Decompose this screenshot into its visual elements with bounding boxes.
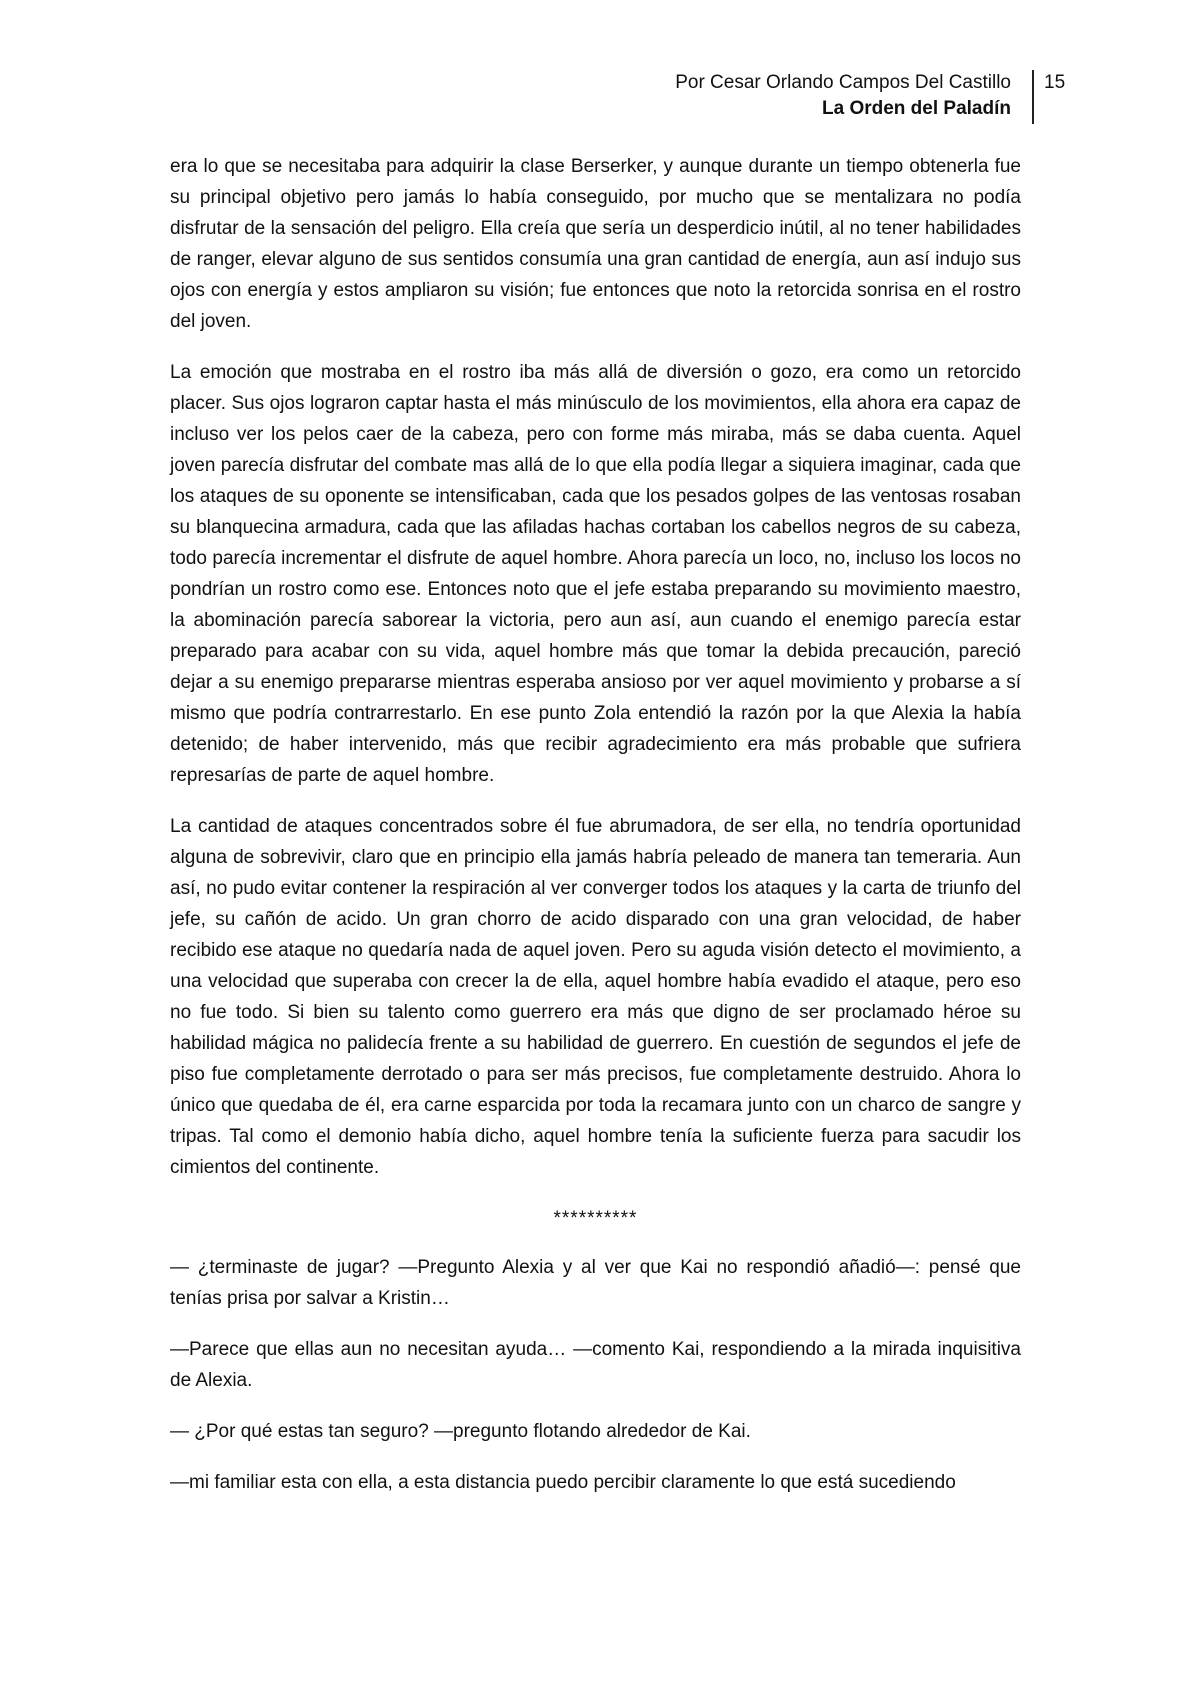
paragraph: La emoción que mostraba en el rostro iba más allá de diversión o gozo, era como un retorcido placer. Sus ojos lograron captar hasta el más minúsculo de los movimientos, ella ahora era capaz de incluso ver los pelos caer de la cabeza, pero con forme más miraba, más se daba cuenta. Aquel joven parecía disfrutar del combate mas allá de lo que ella podía llegar a siquiera imaginar, cada que los ataques de su oponente se intensificaban, cada que los pesados golpes de las ventosas rosaban su blanquecina armadura, cada que las afiladas hachas cortaban los cabellos negros de su cabeza, todo parecía incrementar el disfrute de aquel hombre. Ahora parecía un loco, no, incluso los locos no pondrían un rostro como ese. Entonces noto que el jefe estaba preparando su movimiento maestro, la abominación parecía saborear la victoria, pero aun así, aun cuando el enemigo parecía estar preparado para acabar con su vida, aquel hombre más que tomar la debida precaución, pareció dejar a su enemigo prepararse mientras esperaba ansioso por ver aquel movimiento y probarse a sí mismo que podría contrarrestarlo. En ese punto Zola entendió la razón por la que Alexia la había detenido; de haber intervenido, más que recibir agradecimiento era más probable que sufriera represarías de parte de aquel hombre.: [170, 362, 1021, 786]
page-number: 15: [1044, 72, 1066, 93]
body-text: [170, 151, 1021, 1518]
header-author: Por Cesar Orlando Campos Del Castillo: [675, 72, 1011, 93]
scene-separator: **********: [553, 1208, 638, 1229]
dialogue-line: —mi familiar esta con ella, a esta distancia puedo percibir claramente lo que está sucediendo: [170, 1472, 956, 1493]
paragraph: La cantidad de ataques concentrados sobre él fue abrumadora, de ser ella, no tendría oportunidad alguna de sobrevivir, claro que en principio ella jamás habría peleado de manera tan temeraria. Aun así, no pudo evitar contener la respiración al ver converger todos los ataques y la carta de triunfo del jefe, su cañón de acido. Un gran chorro de acido disparado con una gran velocidad, de haber recibido ese ataque no quedaría nada de aquel joven. Pero su aguda visión detecto el movimiento, a una velocidad que superaba con crecer la de ella, aquel hombre había evadido el ataque, pero eso no fue todo. Si bien su talento como guerrero era más que digno de ser proclamado héroe su habilidad mágica no palidecía frente a su habilidad de guerrero. En cuestión de segundos el jefe de piso fue completamente derrotado o para ser más precisos, fue completamente destruido. Ahora lo único que quedaba de él, era carne esparcida por toda la recamara junto con un charco de sangre y tripas. Tal como el demonio había dicho, aquel hombre tenía la suficiente fuerza para sacudir los cimientos del continente.: [170, 816, 1021, 1178]
header-divider: [1032, 70, 1034, 124]
dialogue-line: — ¿terminaste de jugar? —Pregunto Alexia y al ver que Kai no respondió añadió—: pensé que tenías prisa por salvar a Kristin…: [170, 1257, 1021, 1309]
dialogue-line: — ¿Por qué estas tan seguro? —pregunto flotando alrededor de Kai.: [170, 1421, 751, 1442]
running-header: [675, 70, 1011, 122]
header-book-title: La Orden del Paladín: [822, 98, 1011, 119]
paragraph: era lo que se necesitaba para adquirir la clase Berserker, y aunque durante un tiempo obtenerla fue su principal objetivo pero jamás lo había conseguido, por mucho que se mentalizara no podía disfrutar de la sensación del peligro. Ella creía que sería un desperdicio inútil, al no tener habilidades de ranger, elevar alguno de sus sentidos consumía una gran cantidad de energía, aun así indujo sus ojos con energía y estos ampliaron su visión; fue entonces que noto la retorcida sonrisa en el rostro del joven.: [170, 156, 1021, 332]
dialogue-line: —Parece que ellas aun no necesitan ayuda… —comento Kai, respondiendo a la mirada inquisitiva de Alexia.: [170, 1339, 1021, 1391]
